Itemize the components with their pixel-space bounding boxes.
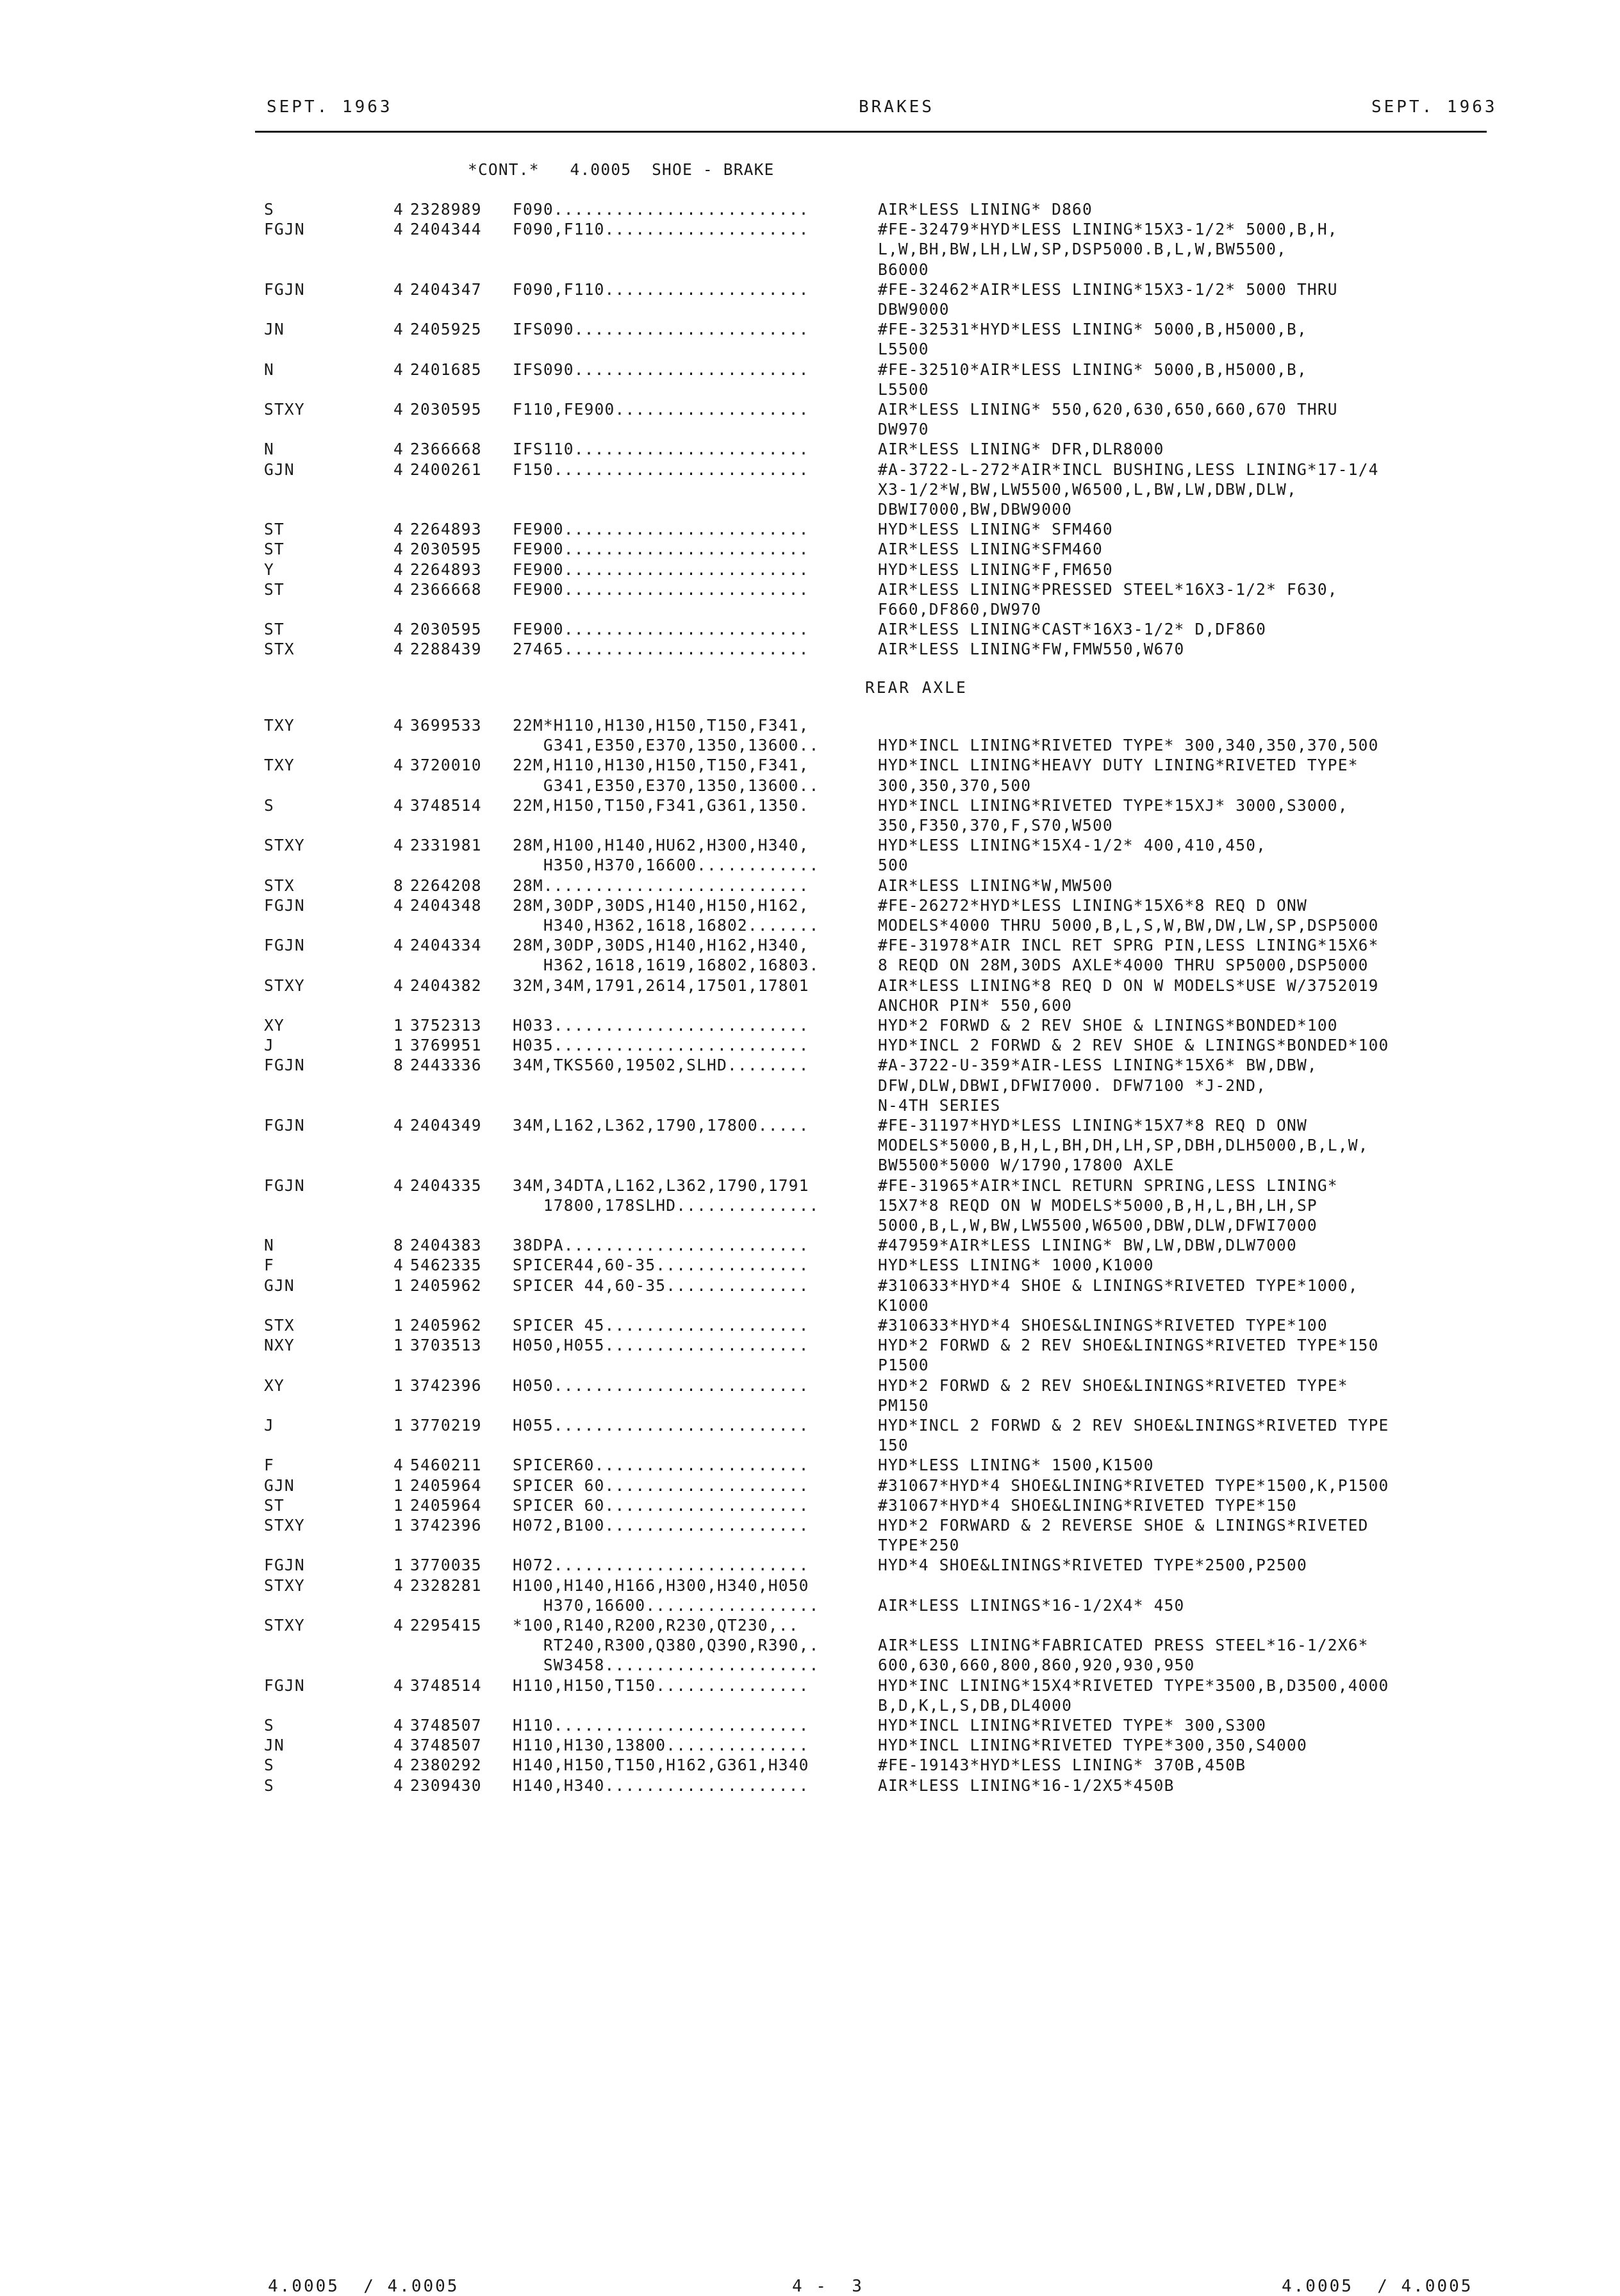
line-qty: 4 bbox=[393, 560, 404, 579]
line-qty: 4 bbox=[393, 620, 404, 639]
line-qty: 4 bbox=[393, 400, 404, 419]
line-part-number: 2030595 bbox=[410, 620, 482, 639]
catalog-subtitle: *CONT.* 4.0005 SHOE - BRAKE bbox=[468, 160, 775, 179]
line-code: FGJN bbox=[264, 1176, 305, 1195]
line-code: NXY bbox=[264, 1336, 295, 1355]
line-code: STXY bbox=[264, 400, 305, 419]
line-description: HYD*INCL 2 FORWD & 2 REV SHOE & LININGS*BONDED*100 bbox=[878, 1036, 1389, 1055]
line-description: HYD*LESS LINING*F,FM650 bbox=[878, 560, 1113, 579]
line-code: TXY bbox=[264, 756, 295, 775]
header-section-title: BRAKES bbox=[859, 97, 934, 117]
line-code: S bbox=[264, 200, 274, 219]
line-description: HYD*LESS LINING* 1500,K1500 bbox=[878, 1456, 1154, 1475]
line-description: P1500 bbox=[878, 1356, 929, 1375]
line-description: HYD*LESS LINING* 1000,K1000 bbox=[878, 1256, 1154, 1275]
line-part-number: 2404335 bbox=[410, 1176, 482, 1195]
line-qty: 1 bbox=[393, 1556, 404, 1575]
line-models: SPICER 60.................... bbox=[513, 1476, 809, 1495]
line-part-number: 3748514 bbox=[410, 795, 482, 815]
line-part-number: 2405962 bbox=[410, 1315, 482, 1335]
line-part-number: 5460211 bbox=[410, 1456, 482, 1475]
line-part-number: 2328281 bbox=[410, 1576, 482, 1595]
line-models: H035......................... bbox=[513, 1036, 809, 1055]
line-code: ST bbox=[264, 1495, 285, 1515]
line-part-number: 3720010 bbox=[410, 756, 482, 775]
line-models: 32M,34M,1791,2614,17501,17801 bbox=[513, 976, 809, 995]
line-qty: 1 bbox=[393, 1036, 404, 1055]
line-models: H072......................... bbox=[513, 1556, 809, 1575]
line-part-number: 2404349 bbox=[410, 1115, 482, 1135]
line-description: #FE-26272*HYD*LESS LINING*15X6*8 REQ D ONW bbox=[878, 895, 1307, 915]
line-code: XY bbox=[264, 1376, 285, 1395]
line-models: IFS090....................... bbox=[513, 320, 809, 339]
line-qty: 4 bbox=[393, 1456, 404, 1475]
line-code: GJN bbox=[264, 460, 295, 479]
line-code: STXY bbox=[264, 976, 305, 995]
line-description: 500 bbox=[878, 856, 909, 875]
line-description: B,D,K,L,S,DB,DL4000 bbox=[878, 1695, 1073, 1715]
header-date-right: SEPT. 1963 bbox=[1371, 97, 1498, 117]
line-models: 28M,30DP,30DS,H140,H150,H162, bbox=[513, 895, 809, 915]
line-description: MODELS*5000,B,H,L,BH,DH,LH,SP,DBH,DLH5000,B,L,W, bbox=[878, 1136, 1369, 1155]
line-models: FE900........................ bbox=[513, 620, 809, 639]
line-part-number: 3752313 bbox=[410, 1015, 482, 1035]
line-models: SPICER 45.................... bbox=[513, 1315, 809, 1335]
line-models: H110......................... bbox=[513, 1715, 809, 1734]
line-code: FGJN bbox=[264, 1556, 305, 1575]
line-models: H350,H370,16600............ bbox=[513, 856, 820, 875]
line-models: 34M,L162,L362,1790,17800..... bbox=[513, 1115, 809, 1135]
line-part-number: 2295415 bbox=[410, 1615, 482, 1635]
line-code: FGJN bbox=[264, 1115, 305, 1135]
line-description: HYD*2 FORWD & 2 REV SHOE&LININGS*RIVETED TYPE*150 bbox=[878, 1336, 1379, 1355]
line-models: FE900........................ bbox=[513, 579, 809, 599]
line-description: AIR*LESS LINING* D860 bbox=[878, 200, 1093, 219]
line-description: L5500 bbox=[878, 379, 929, 399]
line-part-number: 2405964 bbox=[410, 1495, 482, 1515]
line-description: AIR*LESS LINING* 550,620,630,650,660,670 THRU bbox=[878, 400, 1338, 419]
line-models: H100,H140,H166,H300,H340,H050 bbox=[513, 1576, 809, 1595]
line-description: 15X7*8 REQD ON W MODELS*5000,B,H,L,BH,LH,SP bbox=[878, 1195, 1318, 1215]
line-qty: 1 bbox=[393, 1276, 404, 1295]
line-description: DBW9000 bbox=[878, 300, 950, 319]
line-qty: 4 bbox=[393, 220, 404, 239]
line-description: #31067*HYD*4 SHOE&LINING*RIVETED TYPE*150 bbox=[878, 1495, 1297, 1515]
line-description: L5500 bbox=[878, 340, 929, 359]
line-models: FE900........................ bbox=[513, 520, 809, 539]
line-qty: 4 bbox=[393, 579, 404, 599]
line-qty: 4 bbox=[393, 1576, 404, 1595]
line-models: H140,H150,T150,H162,G361,H340 bbox=[513, 1756, 809, 1775]
line-part-number: 2443336 bbox=[410, 1056, 482, 1075]
line-code: S bbox=[264, 1756, 274, 1775]
line-part-number: 3769951 bbox=[410, 1036, 482, 1055]
line-code: F bbox=[264, 1456, 274, 1475]
line-code: ST bbox=[264, 540, 285, 559]
line-code: JN bbox=[264, 320, 285, 339]
line-description: #FE-31197*HYD*LESS LINING*15X7*8 REQ D ONW bbox=[878, 1115, 1307, 1135]
line-part-number: 5462335 bbox=[410, 1256, 482, 1275]
line-qty: 8 bbox=[393, 1236, 404, 1255]
line-description: ANCHOR PIN* 550,600 bbox=[878, 995, 1073, 1015]
line-code: N bbox=[264, 360, 274, 379]
line-qty: 4 bbox=[393, 936, 404, 955]
line-description: DW970 bbox=[878, 420, 929, 439]
line-description: AIR*LESS LINING*CAST*16X3-1/2* D,DF860 bbox=[878, 620, 1267, 639]
line-models: 38DPA........................ bbox=[513, 1236, 809, 1255]
line-description: AIR*LESS LINING*16-1/2X5*450B bbox=[878, 1776, 1175, 1795]
line-models: SW3458..................... bbox=[513, 1656, 820, 1675]
line-description: AIR*LESS LINING*8 REQ D ON W MODELS*USE W/3752019 bbox=[878, 976, 1379, 995]
line-models: 27465........................ bbox=[513, 640, 809, 659]
line-part-number: 2366668 bbox=[410, 579, 482, 599]
line-description: HYD*4 SHOE&LININGS*RIVETED TYPE*2500,P2500 bbox=[878, 1556, 1307, 1575]
line-qty: 4 bbox=[393, 200, 404, 219]
line-description: HYD*2 FORWD & 2 REV SHOE & LININGS*BONDED*100 bbox=[878, 1015, 1338, 1035]
line-qty: 4 bbox=[393, 279, 404, 299]
line-part-number: 2030595 bbox=[410, 540, 482, 559]
line-code: FGJN bbox=[264, 895, 305, 915]
line-code: N bbox=[264, 440, 274, 459]
line-description: AIR*LESS LINING* DFR,DLR8000 bbox=[878, 440, 1164, 459]
line-code: ST bbox=[264, 520, 285, 539]
line-code: JN bbox=[264, 1736, 285, 1755]
line-description: DFW,DLW,DBWI,DFWI7000. DFW7100 *J-2ND, bbox=[878, 1076, 1267, 1095]
line-description: #47959*AIR*LESS LINING* BW,LW,DBW,DLW7000 bbox=[878, 1236, 1297, 1255]
line-code: STX bbox=[264, 876, 295, 895]
line-qty: 4 bbox=[393, 976, 404, 995]
line-part-number: 2401685 bbox=[410, 360, 482, 379]
line-qty: 1 bbox=[393, 1415, 404, 1435]
line-part-number: 3748514 bbox=[410, 1676, 482, 1695]
line-description: #A-3722-L-272*AIR*INCL BUSHING,LESS LINING*17-1/4 bbox=[878, 460, 1379, 479]
line-qty: 1 bbox=[393, 1495, 404, 1515]
line-description: B6000 bbox=[878, 260, 929, 279]
line-part-number: 2404344 bbox=[410, 220, 482, 239]
line-qty: 4 bbox=[393, 1776, 404, 1795]
line-part-number: 2404347 bbox=[410, 279, 482, 299]
line-description: F660,DF860,DW970 bbox=[878, 600, 1042, 619]
line-description: AIR*LESS LINING*W,MW500 bbox=[878, 876, 1113, 895]
line-description: PM150 bbox=[878, 1395, 929, 1415]
line-code: STXY bbox=[264, 1576, 305, 1595]
line-models: IFS090....................... bbox=[513, 360, 809, 379]
line-description: DBWI7000,BW,DBW9000 bbox=[878, 500, 1073, 519]
line-qty: 4 bbox=[393, 1676, 404, 1695]
line-description: HYD*INCL LINING*HEAVY DUTY LINING*RIVETED TYPE* bbox=[878, 756, 1359, 775]
line-code: STXY bbox=[264, 1615, 305, 1635]
line-models: F090,F110.................... bbox=[513, 279, 809, 299]
line-part-number: 2404348 bbox=[410, 895, 482, 915]
line-description: #FE-32531*HYD*LESS LINING* 5000,B,H5000,B, bbox=[878, 320, 1307, 339]
line-description: #FE-19143*HYD*LESS LINING* 370B,450B bbox=[878, 1756, 1246, 1775]
line-description: #31067*HYD*4 SHOE&LINING*RIVETED TYPE*1500,K,P1500 bbox=[878, 1476, 1389, 1495]
line-description: #310633*HYD*4 SHOE & LININGS*RIVETED TYPE*1000, bbox=[878, 1276, 1359, 1295]
line-description: 600,630,660,800,860,920,930,950 bbox=[878, 1656, 1195, 1675]
line-description: #A-3722-U-359*AIR-LESS LINING*15X6* BW,DBW, bbox=[878, 1056, 1318, 1075]
line-qty: 4 bbox=[393, 756, 404, 775]
line-models: 22M*H110,H130,H150,T150,F341, bbox=[513, 715, 809, 735]
line-description: AIR*LESS LININGS*16-1/2X4* 450 bbox=[878, 1595, 1185, 1615]
line-description: 150 bbox=[878, 1436, 909, 1455]
line-qty: 4 bbox=[393, 520, 404, 539]
line-models: G341,E350,E370,1350,13600.. bbox=[513, 776, 820, 795]
line-part-number: 2404382 bbox=[410, 976, 482, 995]
line-code: STXY bbox=[264, 1515, 305, 1535]
line-part-number: 3770035 bbox=[410, 1556, 482, 1575]
line-part-number: 2288439 bbox=[410, 640, 482, 659]
line-description: AIR*LESS LINING*PRESSED STEEL*16X3-1/2* F630, bbox=[878, 579, 1338, 599]
line-models: H072,B100.................... bbox=[513, 1515, 809, 1535]
line-code: STXY bbox=[264, 836, 305, 855]
line-code: TXY bbox=[264, 715, 295, 735]
line-code: FGJN bbox=[264, 936, 305, 955]
line-models: 22M,H150,T150,F341,G361,1350. bbox=[513, 795, 809, 815]
line-qty: 4 bbox=[393, 795, 404, 815]
line-qty: 4 bbox=[393, 1715, 404, 1734]
line-code: J bbox=[264, 1415, 274, 1435]
line-models: H050......................... bbox=[513, 1376, 809, 1395]
line-description: #FE-31965*AIR*INCL RETURN SPRING,LESS LINING* bbox=[878, 1176, 1338, 1195]
line-description: AIR*LESS LINING*SFM460 bbox=[878, 540, 1103, 559]
line-part-number: 2264893 bbox=[410, 560, 482, 579]
line-part-number: 2328989 bbox=[410, 200, 482, 219]
line-code: GJN bbox=[264, 1476, 295, 1495]
line-models: F150......................... bbox=[513, 460, 809, 479]
line-qty: 1 bbox=[393, 1315, 404, 1335]
line-qty: 8 bbox=[393, 876, 404, 895]
line-models: F110,FE900................... bbox=[513, 400, 809, 419]
line-models: 28M,H100,H140,HU62,H300,H340, bbox=[513, 836, 809, 855]
line-qty: 4 bbox=[393, 1256, 404, 1275]
line-code: XY bbox=[264, 1015, 285, 1035]
line-models: G341,E350,E370,1350,13600.. bbox=[513, 736, 820, 755]
line-description: 350,F350,370,F,S70,W500 bbox=[878, 815, 1113, 835]
line-code: S bbox=[264, 795, 274, 815]
line-description: #FE-32510*AIR*LESS LINING* 5000,B,H5000,B, bbox=[878, 360, 1307, 379]
line-description: N-4TH SERIES bbox=[878, 1095, 1001, 1115]
line-models: SPICER 60.................... bbox=[513, 1495, 809, 1515]
line-models: H140,H340.................... bbox=[513, 1776, 809, 1795]
line-part-number: 2380292 bbox=[410, 1756, 482, 1775]
line-qty: 4 bbox=[393, 1115, 404, 1135]
line-code: S bbox=[264, 1776, 274, 1795]
line-description: HYD*2 FORWARD & 2 REVERSE SHOE & LININGS*RIVETED bbox=[878, 1515, 1369, 1535]
line-qty: 1 bbox=[393, 1476, 404, 1495]
line-part-number: 2331981 bbox=[410, 836, 482, 855]
line-description: 300,350,370,500 bbox=[878, 776, 1032, 795]
line-part-number: 2264893 bbox=[410, 520, 482, 539]
line-code: FGJN bbox=[264, 279, 305, 299]
line-models: H370,16600................. bbox=[513, 1595, 820, 1615]
line-models: 17800,178SLHD.............. bbox=[513, 1195, 820, 1215]
line-qty: 4 bbox=[393, 836, 404, 855]
line-qty: 8 bbox=[393, 1056, 404, 1075]
line-description: #FE-32479*HYD*LESS LINING*15X3-1/2* 5000,B,H, bbox=[878, 220, 1338, 239]
line-qty: 4 bbox=[393, 360, 404, 379]
line-part-number: 2405925 bbox=[410, 320, 482, 339]
line-part-number: 2400261 bbox=[410, 460, 482, 479]
line-description: BW5500*5000 W/1790,17800 AXLE bbox=[878, 1156, 1175, 1175]
line-qty: 4 bbox=[393, 1736, 404, 1755]
line-models: H050,H055.................... bbox=[513, 1336, 809, 1355]
line-models: H110,H150,T150............... bbox=[513, 1676, 809, 1695]
line-qty: 1 bbox=[393, 1376, 404, 1395]
line-qty: 4 bbox=[393, 540, 404, 559]
header-rule bbox=[255, 131, 1487, 133]
footer-left: 4.0005 / 4.0005 bbox=[268, 2277, 459, 2296]
line-code: Y bbox=[264, 560, 274, 579]
line-models: *100,R140,R200,R230,QT230,.. bbox=[513, 1615, 799, 1635]
line-description: HYD*LESS LINING*15X4-1/2* 400,410,450, bbox=[878, 836, 1267, 855]
line-models: 34M,TKS560,19502,SLHD........ bbox=[513, 1056, 809, 1075]
line-description: TYPE*250 bbox=[878, 1536, 960, 1555]
line-qty: 4 bbox=[393, 1615, 404, 1635]
line-qty: 4 bbox=[393, 895, 404, 915]
line-code: J bbox=[264, 1036, 274, 1055]
line-part-number: 2309430 bbox=[410, 1776, 482, 1795]
footer-right: 4.0005 / 4.0005 bbox=[1282, 2277, 1473, 2296]
line-code: FGJN bbox=[264, 1056, 305, 1075]
line-part-number: 3699533 bbox=[410, 715, 482, 735]
line-description: X3-1/2*W,BW,LW5500,W6500,L,BW,LW,DBW,DLW, bbox=[878, 479, 1297, 499]
line-description: #FE-32462*AIR*LESS LINING*15X3-1/2* 5000 THRU bbox=[878, 279, 1338, 299]
header-date-left: SEPT. 1963 bbox=[267, 97, 393, 117]
line-description: HYD*INCL 2 FORWD & 2 REV SHOE&LININGS*RIVETED TYPE bbox=[878, 1415, 1389, 1435]
line-models: F090......................... bbox=[513, 200, 809, 219]
line-description: AIR*LESS LINING*FW,FMW550,W670 bbox=[878, 640, 1185, 659]
line-part-number: 2405962 bbox=[410, 1276, 482, 1295]
line-qty: 4 bbox=[393, 715, 404, 735]
line-part-number: 2404383 bbox=[410, 1236, 482, 1255]
line-models: 22M,H110,H130,H150,T150,F341, bbox=[513, 756, 809, 775]
line-models: H340,H362,1618,16802....... bbox=[513, 915, 820, 935]
line-description: 5000,B,L,W,BW,LW5500,W6500,DBW,DLW,DFWI7000 bbox=[878, 1215, 1318, 1235]
line-part-number: 2366668 bbox=[410, 440, 482, 459]
line-models: H110,H130,13800.............. bbox=[513, 1736, 809, 1755]
line-qty: 4 bbox=[393, 1176, 404, 1195]
line-qty: 1 bbox=[393, 1336, 404, 1355]
line-code: STX bbox=[264, 1315, 295, 1335]
line-models: H362,1618,1619,16802,16803. bbox=[513, 956, 820, 975]
line-qty: 1 bbox=[393, 1515, 404, 1535]
line-description: #310633*HYD*4 SHOES&LININGS*RIVETED TYPE*100 bbox=[878, 1315, 1328, 1335]
line-qty: 4 bbox=[393, 440, 404, 459]
line-part-number: 2030595 bbox=[410, 400, 482, 419]
line-description: #FE-31978*AIR INCL RET SPRG PIN,LESS LINING*15X6* bbox=[878, 936, 1379, 955]
line-qty: 4 bbox=[393, 460, 404, 479]
line-part-number: 3748507 bbox=[410, 1715, 482, 1734]
line-description: HYD*LESS LINING* SFM460 bbox=[878, 520, 1113, 539]
footer-page-number: 4 - 3 bbox=[792, 2277, 864, 2296]
section-heading: REAR AXLE bbox=[865, 678, 968, 697]
line-models: SPICER44,60-35............... bbox=[513, 1256, 809, 1275]
line-models: FE900........................ bbox=[513, 560, 809, 579]
line-description: HYD*INCL LINING*RIVETED TYPE*300,350,S4000 bbox=[878, 1736, 1307, 1755]
line-description: K1000 bbox=[878, 1295, 929, 1315]
line-qty: 4 bbox=[393, 320, 404, 339]
line-code: F bbox=[264, 1256, 274, 1275]
line-description: MODELS*4000 THRU 5000,B,L,S,W,BW,DW,LW,SP,DSP5000 bbox=[878, 915, 1379, 935]
line-part-number: 2404334 bbox=[410, 936, 482, 955]
line-qty: 4 bbox=[393, 1756, 404, 1775]
line-models: FE900........................ bbox=[513, 540, 809, 559]
line-models: F090,F110.................... bbox=[513, 220, 809, 239]
line-models: 28M.......................... bbox=[513, 876, 809, 895]
line-code: ST bbox=[264, 579, 285, 599]
line-code: S bbox=[264, 1715, 274, 1734]
line-models: H055......................... bbox=[513, 1415, 809, 1435]
line-models: SPICER 44,60-35.............. bbox=[513, 1276, 809, 1295]
line-description: AIR*LESS LINING*FABRICATED PRESS STEEL*16-1/2X6* bbox=[878, 1636, 1369, 1655]
line-models: IFS110....................... bbox=[513, 440, 809, 459]
line-description: HYD*INCL LINING*RIVETED TYPE* 300,S300 bbox=[878, 1715, 1267, 1734]
line-code: ST bbox=[264, 620, 285, 639]
line-part-number: 3748507 bbox=[410, 1736, 482, 1755]
line-description: HYD*INCL LINING*RIVETED TYPE* 300,340,350,370,500 bbox=[878, 736, 1379, 755]
line-models: H033......................... bbox=[513, 1015, 809, 1035]
line-code: FGJN bbox=[264, 220, 305, 239]
line-part-number: 3770219 bbox=[410, 1415, 482, 1435]
line-part-number: 3742396 bbox=[410, 1515, 482, 1535]
line-qty: 4 bbox=[393, 640, 404, 659]
line-description: HYD*2 FORWD & 2 REV SHOE&LININGS*RIVETED TYPE* bbox=[878, 1376, 1348, 1395]
line-description: HYD*INCL LINING*RIVETED TYPE*15XJ* 3000,S3000, bbox=[878, 795, 1348, 815]
line-code: FGJN bbox=[264, 1676, 305, 1695]
line-models: RT240,R300,Q380,Q390,R390,. bbox=[513, 1636, 820, 1655]
line-models: SPICER60..................... bbox=[513, 1456, 809, 1475]
line-part-number: 2264208 bbox=[410, 876, 482, 895]
line-part-number: 3742396 bbox=[410, 1376, 482, 1395]
line-models: 34M,34DTA,L162,L362,1790,1791 bbox=[513, 1176, 809, 1195]
line-description: HYD*INC LINING*15X4*RIVETED TYPE*3500,B,D3500,4000 bbox=[878, 1676, 1389, 1695]
line-description: 8 REQD ON 28M,30DS AXLE*4000 THRU SP5000,DSP5000 bbox=[878, 956, 1369, 975]
line-qty: 1 bbox=[393, 1015, 404, 1035]
line-code: STX bbox=[264, 640, 295, 659]
line-description: L,W,BH,BW,LH,LW,SP,DSP5000.B,L,W,BW5500, bbox=[878, 240, 1287, 259]
line-code: N bbox=[264, 1236, 274, 1255]
line-part-number: 2405964 bbox=[410, 1476, 482, 1495]
line-models: 28M,30DP,30DS,H140,H162,H340, bbox=[513, 936, 809, 955]
line-part-number: 3703513 bbox=[410, 1336, 482, 1355]
line-code: GJN bbox=[264, 1276, 295, 1295]
